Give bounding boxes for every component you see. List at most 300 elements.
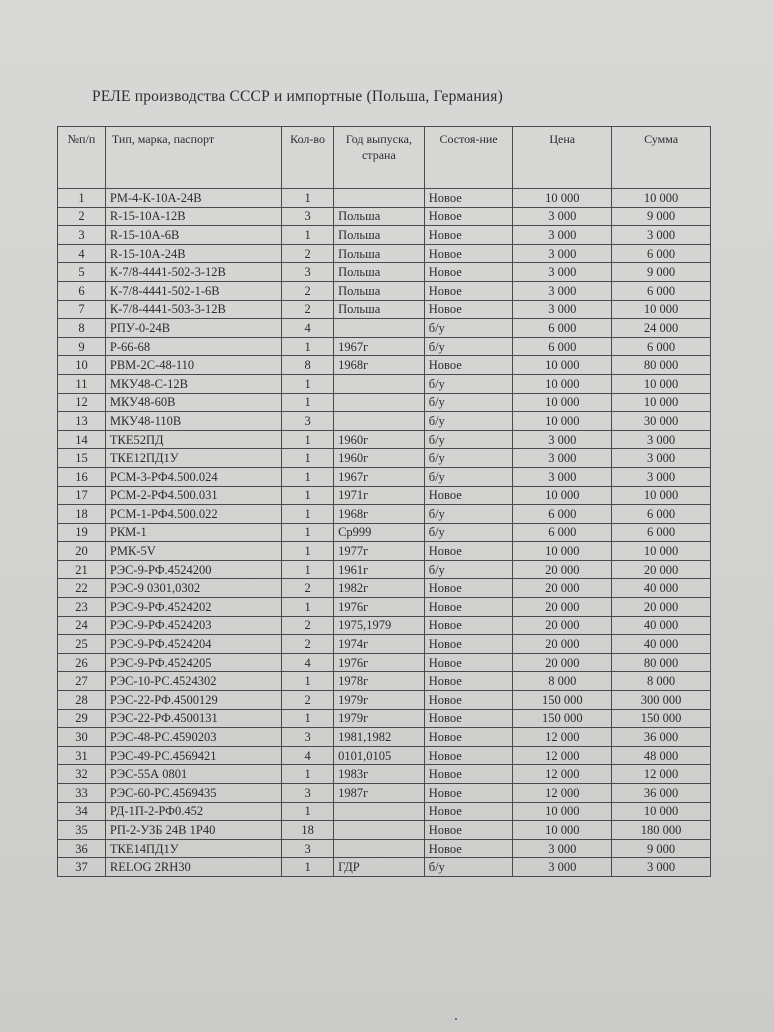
cell-name: РСМ-1-РФ4.500.022 [105, 505, 281, 524]
cell-price: 10 000 [513, 821, 612, 840]
cell-num: 33 [58, 784, 106, 803]
cell-sum: 40 000 [612, 635, 711, 654]
cell-state: Новое [424, 244, 513, 263]
cell-name: R-15-10A-6B [105, 226, 281, 245]
cell-qty: 8 [282, 356, 334, 375]
cell-qty: 1 [282, 523, 334, 542]
cell-year: 0101,0105 [334, 746, 425, 765]
cell-year: 1975,1979 [334, 616, 425, 635]
cell-num: 27 [58, 672, 106, 691]
cell-sum: 3 000 [612, 430, 711, 449]
cell-qty: 3 [282, 728, 334, 747]
cell-state: б/у [424, 523, 513, 542]
cell-price: 10 000 [513, 542, 612, 561]
cell-state: Новое [424, 226, 513, 245]
cell-name: Р-66-68 [105, 337, 281, 356]
cell-sum: 6 000 [612, 505, 711, 524]
cell-state: б/у [424, 449, 513, 468]
cell-qty: 2 [282, 281, 334, 300]
table-row [58, 728, 711, 747]
cell-num: 34 [58, 802, 106, 821]
cell-qty: 1 [282, 393, 334, 412]
cell-num: 13 [58, 412, 106, 431]
cell-state: Новое [424, 281, 513, 300]
cell-price: 3 000 [513, 207, 612, 226]
cell-qty: 1 [282, 765, 334, 784]
cell-sum: 6 000 [612, 523, 711, 542]
cell-name: R-15-10A-24B [105, 244, 281, 263]
cell-state: б/у [424, 505, 513, 524]
cell-qty: 1 [282, 505, 334, 524]
header-price: Цена [513, 127, 612, 189]
cell-sum: 24 000 [612, 319, 711, 338]
cell-qty: 2 [282, 691, 334, 710]
cell-state: Новое [424, 207, 513, 226]
cell-num: 19 [58, 523, 106, 542]
cell-year: 1974г [334, 635, 425, 654]
cell-state: Новое [424, 263, 513, 282]
cell-sum: 20 000 [612, 598, 711, 617]
cell-year [334, 393, 425, 412]
cell-name: РМК-5V [105, 542, 281, 561]
cell-year: 1979г [334, 691, 425, 710]
cell-year: 1978г [334, 672, 425, 691]
cell-price: 12 000 [513, 728, 612, 747]
cell-name: РЭС-9-РФ.4524204 [105, 635, 281, 654]
cell-year: 1960г [334, 430, 425, 449]
cell-sum: 300 000 [612, 691, 711, 710]
cell-year: 1971г [334, 486, 425, 505]
header-sum: Сумма [612, 127, 711, 189]
cell-sum: 20 000 [612, 560, 711, 579]
cell-name: RELOG 2RH30 [105, 858, 281, 877]
cell-price: 150 000 [513, 691, 612, 710]
cell-num: 4 [58, 244, 106, 263]
cell-num: 2 [58, 207, 106, 226]
cell-num: 20 [58, 542, 106, 561]
cell-price: 6 000 [513, 337, 612, 356]
cell-qty: 1 [282, 709, 334, 728]
table-row [58, 467, 711, 486]
cell-year [334, 189, 425, 208]
cell-price: 20 000 [513, 579, 612, 598]
table-row [58, 226, 711, 245]
cell-num: 1 [58, 189, 106, 208]
cell-year: Ср999 [334, 523, 425, 542]
cell-sum: 36 000 [612, 728, 711, 747]
table-row [58, 300, 711, 319]
cell-name: РЭС-49-РС.4569421 [105, 746, 281, 765]
cell-num: 25 [58, 635, 106, 654]
cell-name: РПУ-0-24В [105, 319, 281, 338]
cell-state: Новое [424, 579, 513, 598]
cell-price: 3 000 [513, 281, 612, 300]
cell-num: 12 [58, 393, 106, 412]
cell-state: б/у [424, 858, 513, 877]
cell-name: К-7/8-4441-502-1-6В [105, 281, 281, 300]
table-row [58, 709, 711, 728]
cell-year: 1968г [334, 356, 425, 375]
cell-state: б/у [424, 560, 513, 579]
cell-year: Польша [334, 263, 425, 282]
cell-price: 3 000 [513, 449, 612, 468]
cell-state: Новое [424, 653, 513, 672]
cell-year: Польша [334, 281, 425, 300]
cell-qty: 1 [282, 337, 334, 356]
cell-qty: 4 [282, 319, 334, 338]
cell-qty: 2 [282, 579, 334, 598]
cell-price: 12 000 [513, 765, 612, 784]
cell-qty: 3 [282, 839, 334, 858]
cell-year: 1976г [334, 653, 425, 672]
table-row [58, 263, 711, 282]
cell-state: Новое [424, 356, 513, 375]
cell-num: 9 [58, 337, 106, 356]
table-row [58, 356, 711, 375]
cell-price: 20 000 [513, 616, 612, 635]
cell-price: 12 000 [513, 784, 612, 803]
table-row [58, 802, 711, 821]
cell-year: 1981,1982 [334, 728, 425, 747]
cell-qty: 2 [282, 244, 334, 263]
cell-price: 6 000 [513, 505, 612, 524]
cell-state: Новое [424, 672, 513, 691]
table-row [58, 691, 711, 710]
cell-year: Польша [334, 244, 425, 263]
cell-qty: 1 [282, 560, 334, 579]
table-row [58, 486, 711, 505]
table-row [58, 393, 711, 412]
table-row [58, 560, 711, 579]
cell-num: 5 [58, 263, 106, 282]
cell-year: 1977г [334, 542, 425, 561]
cell-sum: 36 000 [612, 784, 711, 803]
table-header-row [58, 127, 711, 189]
cell-num: 18 [58, 505, 106, 524]
table-row [58, 746, 711, 765]
cell-state: б/у [424, 337, 513, 356]
cell-name: К-7/8-4441-503-3-12В [105, 300, 281, 319]
cell-state: Новое [424, 542, 513, 561]
cell-year: 1960г [334, 449, 425, 468]
cell-num: 10 [58, 356, 106, 375]
cell-year [334, 412, 425, 431]
cell-year: Польша [334, 226, 425, 245]
cell-year [334, 802, 425, 821]
table-row [58, 412, 711, 431]
cell-year [334, 821, 425, 840]
table-row [58, 337, 711, 356]
cell-sum: 6 000 [612, 337, 711, 356]
cell-year: 1982г [334, 579, 425, 598]
table-row [58, 672, 711, 691]
cell-sum: 9 000 [612, 207, 711, 226]
cell-price: 12 000 [513, 746, 612, 765]
cell-price: 10 000 [513, 802, 612, 821]
cell-qty: 2 [282, 616, 334, 635]
cell-price: 8 000 [513, 672, 612, 691]
cell-name: ТКЕ14ПД1У [105, 839, 281, 858]
cell-sum: 3 000 [612, 449, 711, 468]
cell-qty: 4 [282, 746, 334, 765]
cell-price: 3 000 [513, 226, 612, 245]
cell-state: б/у [424, 412, 513, 431]
cell-price: 3 000 [513, 430, 612, 449]
cell-name: МКУ48-60В [105, 393, 281, 412]
table-row [58, 765, 711, 784]
cell-qty: 1 [282, 858, 334, 877]
cell-sum: 48 000 [612, 746, 711, 765]
cell-name: РЭС-9-РФ.4524200 [105, 560, 281, 579]
cell-price: 150 000 [513, 709, 612, 728]
table-row [58, 207, 711, 226]
cell-num: 24 [58, 616, 106, 635]
cell-qty: 3 [282, 207, 334, 226]
table-row [58, 374, 711, 393]
cell-year: 1983г [334, 765, 425, 784]
cell-num: 14 [58, 430, 106, 449]
cell-name: РД-1П-2-РФ0.452 [105, 802, 281, 821]
cell-num: 11 [58, 374, 106, 393]
cell-name: РЭС-60-РС.4569435 [105, 784, 281, 803]
table-row [58, 449, 711, 468]
cell-qty: 1 [282, 802, 334, 821]
cell-name: МКУ48-С-12В [105, 374, 281, 393]
cell-year [334, 374, 425, 393]
cell-sum: 150 000 [612, 709, 711, 728]
cell-qty: 1 [282, 542, 334, 561]
cell-name: РЭС-9-РФ.4524202 [105, 598, 281, 617]
cell-state: Новое [424, 821, 513, 840]
cell-num: 35 [58, 821, 106, 840]
cell-year: 1967г [334, 337, 425, 356]
cell-state: Новое [424, 635, 513, 654]
cell-name: РЭС-48-РС.4590203 [105, 728, 281, 747]
cell-price: 6 000 [513, 523, 612, 542]
cell-qty: 3 [282, 412, 334, 431]
cell-name: РЭС-9-РФ.4524203 [105, 616, 281, 635]
cell-state: Новое [424, 728, 513, 747]
cell-price: 3 000 [513, 839, 612, 858]
cell-price: 10 000 [513, 189, 612, 208]
cell-num: 29 [58, 709, 106, 728]
table-row [58, 839, 711, 858]
cell-sum: 10 000 [612, 300, 711, 319]
cell-qty: 1 [282, 449, 334, 468]
cell-price: 20 000 [513, 635, 612, 654]
cell-name: РЭС-9 0301,0302 [105, 579, 281, 598]
cell-num: 17 [58, 486, 106, 505]
cell-state: Новое [424, 691, 513, 710]
cell-year [334, 319, 425, 338]
cell-sum: 8 000 [612, 672, 711, 691]
cell-num: 30 [58, 728, 106, 747]
cell-year: ГДР [334, 858, 425, 877]
cell-name: РМ-4-К-10А-24В [105, 189, 281, 208]
cell-sum: 80 000 [612, 653, 711, 672]
cell-year: Польша [334, 207, 425, 226]
cell-qty: 1 [282, 598, 334, 617]
table-row [58, 319, 711, 338]
cell-num: 28 [58, 691, 106, 710]
cell-state: Новое [424, 189, 513, 208]
cell-name: МКУ48-110В [105, 412, 281, 431]
cell-qty: 1 [282, 467, 334, 486]
cell-state: Новое [424, 746, 513, 765]
table-row [58, 430, 711, 449]
cell-year: 1979г [334, 709, 425, 728]
cell-qty: 3 [282, 784, 334, 803]
cell-state: б/у [424, 319, 513, 338]
cell-qty: 1 [282, 374, 334, 393]
cell-name: R-15-10A-12B [105, 207, 281, 226]
cell-year: 1967г [334, 467, 425, 486]
cell-year: Польша [334, 300, 425, 319]
cell-sum: 10 000 [612, 802, 711, 821]
table-row [58, 189, 711, 208]
cell-price: 20 000 [513, 560, 612, 579]
cell-state: Новое [424, 784, 513, 803]
cell-sum: 6 000 [612, 281, 711, 300]
cell-state: б/у [424, 393, 513, 412]
cell-sum: 12 000 [612, 765, 711, 784]
cell-name: РЭС-9-РФ.4524205 [105, 653, 281, 672]
cell-num: 21 [58, 560, 106, 579]
table-row [58, 542, 711, 561]
cell-name: РП-2-УЗБ 24В 1Р40 [105, 821, 281, 840]
cell-num: 6 [58, 281, 106, 300]
cell-year: 1976г [334, 598, 425, 617]
table-row [58, 579, 711, 598]
cell-num: 16 [58, 467, 106, 486]
header-num: №п/п [58, 127, 106, 189]
cell-num: 3 [58, 226, 106, 245]
cell-qty: 2 [282, 635, 334, 654]
cell-name: ТКЕ12ПД1У [105, 449, 281, 468]
cell-name: РЭС-10-РС.4524302 [105, 672, 281, 691]
cell-state: Новое [424, 486, 513, 505]
cell-sum: 6 000 [612, 244, 711, 263]
cell-num: 36 [58, 839, 106, 858]
cell-price: 3 000 [513, 300, 612, 319]
table-row [58, 281, 711, 300]
cell-sum: 10 000 [612, 189, 711, 208]
table-row [58, 635, 711, 654]
cell-price: 3 000 [513, 244, 612, 263]
cell-qty: 2 [282, 300, 334, 319]
table-row [58, 616, 711, 635]
page-title: РЕЛЕ производства СССР и импортные (Польша, Германия) [92, 88, 503, 105]
cell-name: К-7/8-4441-502-3-12В [105, 263, 281, 282]
cell-num: 22 [58, 579, 106, 598]
cell-sum: 180 000 [612, 821, 711, 840]
cell-name: РСМ-3-РФ4.500.024 [105, 467, 281, 486]
cell-num: 37 [58, 858, 106, 877]
cell-name: РЭС-55А 0801 [105, 765, 281, 784]
header-name: Тип, марка, паспорт [105, 127, 281, 189]
header-year: Год выпуска, страна [334, 127, 425, 189]
cell-name: РВМ-2С-48-110 [105, 356, 281, 375]
table-row [58, 821, 711, 840]
cell-state: б/у [424, 430, 513, 449]
cell-price: 3 000 [513, 263, 612, 282]
cell-price: 20 000 [513, 598, 612, 617]
cell-num: 15 [58, 449, 106, 468]
table-row [58, 523, 711, 542]
cell-state: Новое [424, 616, 513, 635]
cell-year: 1968г [334, 505, 425, 524]
cell-sum: 30 000 [612, 412, 711, 431]
cell-state: Новое [424, 765, 513, 784]
cell-num: 7 [58, 300, 106, 319]
cell-sum: 10 000 [612, 542, 711, 561]
table-row [58, 858, 711, 877]
cell-sum: 10 000 [612, 486, 711, 505]
cell-num: 31 [58, 746, 106, 765]
cell-year: 1987г [334, 784, 425, 803]
cell-price: 3 000 [513, 467, 612, 486]
cell-qty: 1 [282, 189, 334, 208]
cell-state: б/у [424, 467, 513, 486]
cell-state: Новое [424, 598, 513, 617]
cell-name: ТКЕ52ПД [105, 430, 281, 449]
cell-sum: 80 000 [612, 356, 711, 375]
cell-sum: 10 000 [612, 393, 711, 412]
table-row [58, 653, 711, 672]
page-mark [455, 1018, 457, 1020]
cell-qty: 3 [282, 263, 334, 282]
table-row [58, 784, 711, 803]
header-state: Состоя-ние [424, 127, 513, 189]
header-qty: Кол-во [282, 127, 334, 189]
cell-sum: 40 000 [612, 616, 711, 635]
cell-price: 10 000 [513, 393, 612, 412]
table-body [58, 189, 711, 877]
cell-qty: 4 [282, 653, 334, 672]
cell-price: 10 000 [513, 412, 612, 431]
table-row [58, 598, 711, 617]
cell-state: Новое [424, 802, 513, 821]
cell-price: 3 000 [513, 858, 612, 877]
cell-num: 8 [58, 319, 106, 338]
cell-sum: 9 000 [612, 263, 711, 282]
cell-num: 32 [58, 765, 106, 784]
cell-sum: 9 000 [612, 839, 711, 858]
cell-price: 10 000 [513, 374, 612, 393]
cell-state: Новое [424, 300, 513, 319]
cell-num: 23 [58, 598, 106, 617]
cell-name: РСМ-2-РФ4.500.031 [105, 486, 281, 505]
cell-year: 1961г [334, 560, 425, 579]
cell-state: б/у [424, 374, 513, 393]
cell-sum: 40 000 [612, 579, 711, 598]
cell-price: 20 000 [513, 653, 612, 672]
cell-year [334, 839, 425, 858]
cell-name: РЭС-22-РФ.4500131 [105, 709, 281, 728]
table-row [58, 505, 711, 524]
cell-sum: 3 000 [612, 467, 711, 486]
cell-price: 10 000 [513, 486, 612, 505]
cell-qty: 1 [282, 486, 334, 505]
cell-qty: 18 [282, 821, 334, 840]
table-row [58, 244, 711, 263]
cell-state: Новое [424, 839, 513, 858]
relay-table [57, 126, 711, 877]
cell-name: РКМ-1 [105, 523, 281, 542]
cell-sum: 10 000 [612, 374, 711, 393]
cell-state: Новое [424, 709, 513, 728]
cell-price: 10 000 [513, 356, 612, 375]
